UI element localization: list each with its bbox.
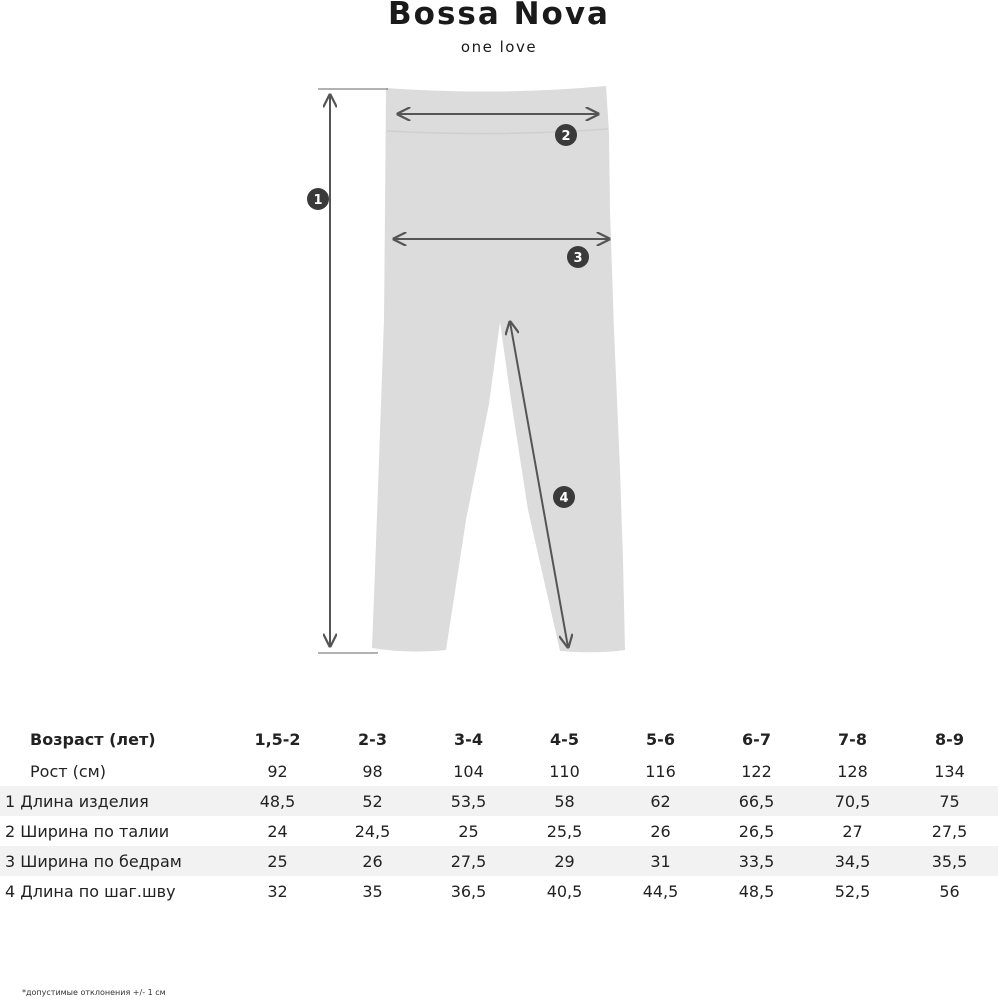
age-header-label: Возраст (лет) — [30, 729, 156, 749]
measurement-row-inseam — [0, 876, 998, 906]
value-cell: 44,5 — [642, 881, 679, 901]
value-cell: 33,5 — [709, 846, 804, 876]
size-chart-table — [0, 722, 998, 906]
value-cell: 26,5 — [738, 821, 775, 841]
value-cell: 27 — [842, 821, 863, 841]
value-cell: 53,5 — [420, 786, 517, 816]
height-cell: 92 — [267, 761, 288, 781]
row-label: 4 Длина по шаг.шву — [5, 881, 176, 901]
marker-1 — [307, 188, 329, 210]
height-row — [0, 756, 998, 786]
marker-3 — [567, 246, 589, 268]
value-cell: 24 — [267, 821, 288, 841]
age-cell: 5-6 — [646, 729, 675, 749]
height-label: Рост (см) — [30, 761, 106, 781]
age-cell: 2-3 — [358, 729, 387, 749]
height-cell: 104 — [453, 761, 484, 781]
measurement-row-hips — [0, 846, 998, 876]
value-cell: 58 — [517, 786, 612, 816]
marker-1-label: 1 — [313, 193, 323, 208]
height-cell: 98 — [362, 761, 383, 781]
value-cell: 56 — [939, 881, 960, 901]
age-cell: 3-4 — [454, 729, 483, 749]
value-cell: 25,5 — [546, 821, 583, 841]
value-cell: 62 — [612, 786, 709, 816]
value-cell: 70,5 — [804, 786, 901, 816]
age-cell: 8-9 — [935, 729, 964, 749]
age-header-row — [0, 722, 998, 756]
value-cell: 35 — [362, 881, 383, 901]
value-cell: 66,5 — [709, 786, 804, 816]
value-cell: 35,5 — [901, 846, 998, 876]
value-cell: 24,5 — [354, 821, 391, 841]
value-cell: 29 — [517, 846, 612, 876]
value-cell: 32 — [267, 881, 288, 901]
value-cell: 25 — [458, 821, 479, 841]
value-cell: 52 — [325, 786, 420, 816]
height-cell: 116 — [645, 761, 676, 781]
value-cell: 48,5 — [230, 786, 325, 816]
value-cell: 34,5 — [804, 846, 901, 876]
height-cell: 110 — [549, 761, 580, 781]
value-cell: 31 — [612, 846, 709, 876]
value-cell: 40,5 — [546, 881, 583, 901]
marker-2 — [555, 124, 577, 146]
row-label: 1 Длина изделия — [0, 786, 230, 816]
value-cell: 27,5 — [420, 846, 517, 876]
age-cell: 4-5 — [550, 729, 579, 749]
value-cell: 26 — [325, 846, 420, 876]
row-label: 2 Ширина по талии — [5, 821, 170, 841]
marker-4 — [553, 486, 575, 508]
value-cell: 36,5 — [450, 881, 487, 901]
measurement-row-waist — [0, 816, 998, 846]
marker-2-label: 2 — [561, 129, 571, 144]
value-cell: 48,5 — [738, 881, 775, 901]
value-cell: 75 — [901, 786, 998, 816]
brand-tagline: one love — [460, 38, 538, 56]
leggings-illustration — [372, 86, 625, 652]
marker-3-label: 3 — [573, 251, 583, 266]
value-cell: 26 — [650, 821, 671, 841]
height-cell: 122 — [741, 761, 772, 781]
value-cell: 25 — [230, 846, 325, 876]
tolerance-footnote: *допустимые отклонения +/- 1 см — [22, 988, 166, 997]
value-cell: 52,5 — [834, 881, 871, 901]
brand-logo-name: Bossa Nova — [388, 0, 610, 32]
height-cell: 128 — [837, 761, 868, 781]
value-cell: 27,5 — [931, 821, 968, 841]
height-cell: 134 — [934, 761, 965, 781]
measurement-row-length — [0, 786, 998, 816]
age-cell: 6-7 — [742, 729, 771, 749]
row-label: 3 Ширина по бедрам — [0, 846, 230, 876]
age-cell: 1,5-2 — [254, 729, 301, 749]
age-cell: 7-8 — [838, 729, 867, 749]
marker-4-label: 4 — [559, 491, 569, 506]
